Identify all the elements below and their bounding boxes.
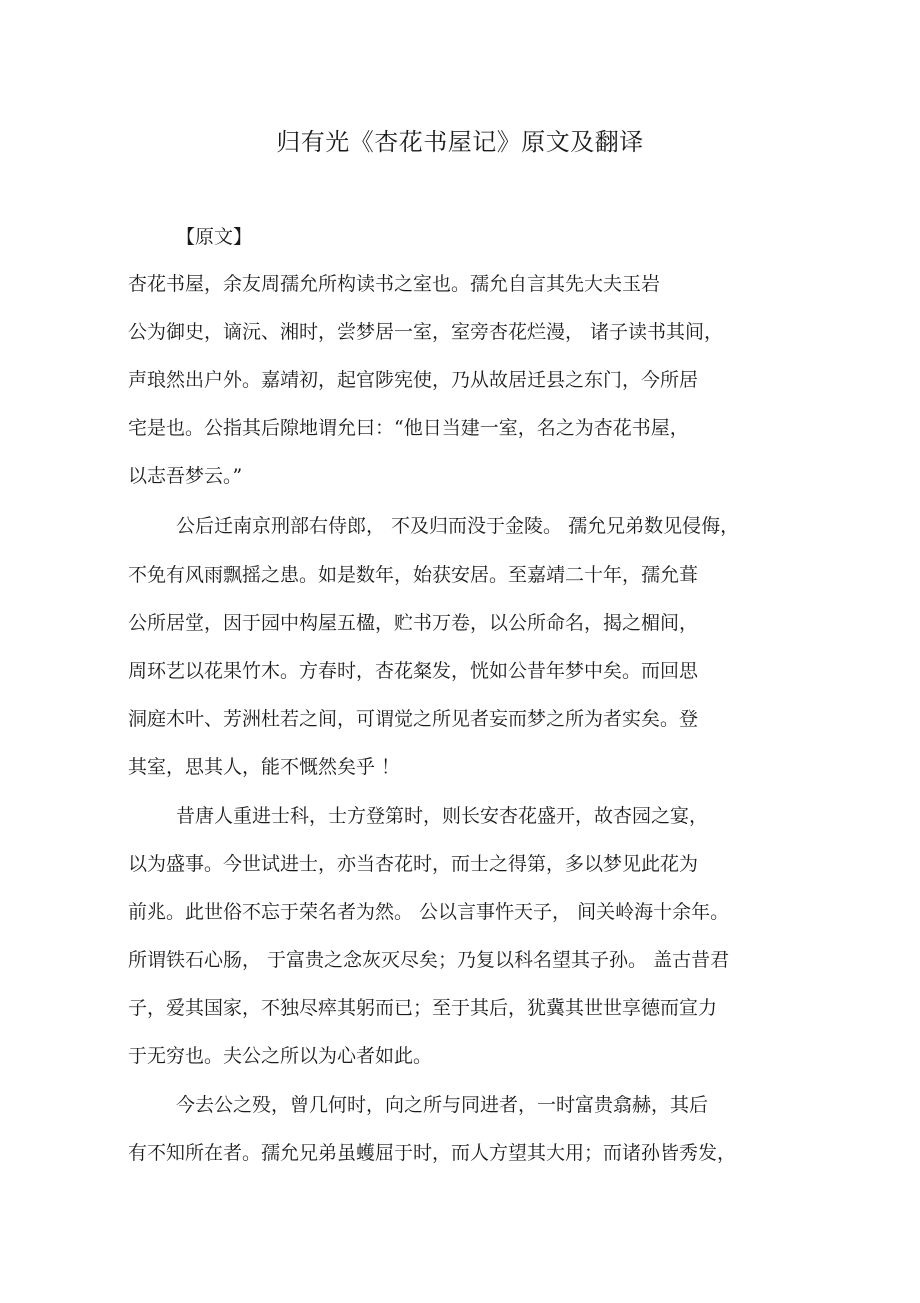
text-line: 公为御史，谪沅、湘时，尝梦居一室，室旁杏花烂漫， 诸子读书其间， xyxy=(128,321,724,343)
text-line: 所谓铁石心肠， 于富贵之念灰灭尽矣；乃复以科名望其子孙。 盖古昔君 xyxy=(128,949,730,971)
text-line: 以为盛事。今世试进士，亦当杏花时，而士之得第，多以梦见此花为 xyxy=(128,853,699,875)
text-line: 洞庭木叶、芳洲杜若之间，可谓觉之所见者妄而梦之所为者实矣。登 xyxy=(128,708,699,730)
text-line: 其室，思其人，能不慨然矣乎 ！ xyxy=(128,756,401,778)
text-line: 以志吾梦云。” xyxy=(128,465,243,487)
text-line: 今去公之殁，曾几何时，向之所与同进者，一时富贵翕赫，其后 xyxy=(176,1094,709,1116)
text-line: 有不知所在者。孺允兄弟虽蠖屈于时，而人方望其大用；而诸孙皆秀发， xyxy=(128,1142,737,1164)
text-line: 公所居堂，因于园中构屋五楹，贮书万卷，以公所命名，揭之楣间， xyxy=(128,612,699,634)
text-line: 周环艺以花果竹木。方春时，杏花粲发，恍如公昔年梦中矣。而回思 xyxy=(128,660,699,682)
text-line: 杏花书屋，余友周孺允所构读书之室也。孺允自言其先大夫玉岩 xyxy=(128,273,661,295)
text-line: 不免有风雨飘摇之患。如是数年，始获安居。至嘉靖二十年，孺允葺 xyxy=(128,564,699,586)
text-line: 宅是也。公指其后隙地谓允曰：“他日当建一室，名之为杏花书屋， xyxy=(128,417,689,439)
text-line: 子，爱其国家，不独尽瘁其躬而已；至于其后，犹冀其世世享德而宣力 xyxy=(128,997,718,1019)
text-line: 声琅然出户外。嘉靖初，起官陟宪使，乃从故居迁县之东门，今所居 xyxy=(128,369,699,391)
text-line: 昔唐人重进士科，士方登第时，则长安杏花盛开，故杏园之宴， xyxy=(176,805,709,827)
text-line: 于无穷也。夫公之所以为心者如此。 xyxy=(128,1045,433,1067)
text-line: 公后迁南京刑部右侍郎， 不及归而没于金陵。 孺允兄弟数见侵侮， xyxy=(176,515,740,537)
section-label: 【原文】 xyxy=(176,226,253,248)
text-line: 前兆。此世俗不忘于荣名者为然。 公以言事忤天子， 间关岭海十余年。 xyxy=(128,901,730,923)
document-title: 归有光《杏花书屋记》原文及翻译 xyxy=(276,128,644,156)
